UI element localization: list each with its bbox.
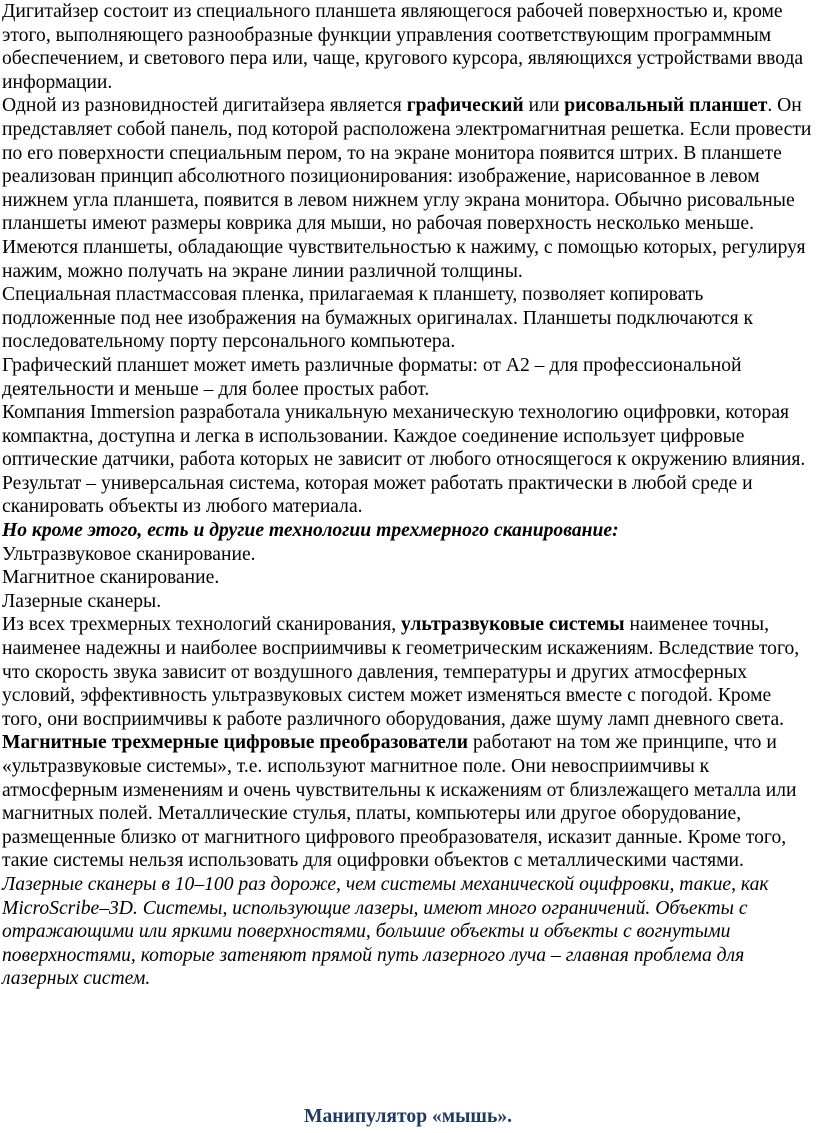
text-segment: работают на том же принципе, что и «ультразвуковые системы», т.е. используют магнитное поле. Они невосприимчивы к атмосферным изменениям и очень чувствительны к искажениям от близлежащего металла или магнитных полей. Металлические стулья, платы, компьютеры или другое оборудование, размещенные близко от магнитного цифрового преобразователя, исказит данные. Кроме того, такие системы нельзя использовать для оцифровки объектов с металлическими частями.	[2, 732, 797, 872]
text-segment: Из всех трехмерных технологий сканирования,	[2, 614, 402, 636]
paragraph-magnetic-digitizers	[2, 731, 814, 873]
paragraph-digitizer-intro: Дигитайзер состоит из специального планшета являющегося рабочей поверхностью и, кроме этого, выполняющего разнообразные функции управления соответствующим программным обеспечением, и светового пера или, чаще, кругового курсора, являющихся устройствами ввода информации.	[2, 1, 804, 93]
list-item-laser: Лазерные сканеры.	[2, 590, 162, 612]
list-item-ultrasonic: Ультразвуковое сканирование.	[2, 543, 256, 565]
paragraph-ultrasonic-systems	[2, 613, 814, 731]
paragraph-laser-scanners: Лазерные сканеры в 10–100 раз дороже, чем системы механической оцифровки, такие, как MicroScribe–3D. Системы, использующие лазеры, имеют много ограничений. Объекты с отражающими или яркими поверхностями, большие объекты и объекты с вогнутыми поверхностями, которые затеняют прямой путь лазерного луча – главная проблема для лазерных систем.	[2, 873, 769, 990]
paragraph-plastic-film: Специальная пластмассовая пленка, прилагаемая к планшету, позволяет копировать подложенные под нее изображения на бумажных оригиналах. Планшеты подключаются к последовательному порту персонального компьютера.	[2, 284, 754, 353]
text-segment: или	[523, 95, 565, 117]
section-heading-mouse: Манипулятор «мышь».	[303, 1106, 513, 1127]
paragraph-graphic-tablet	[2, 94, 814, 236]
paragraph-immersion: Компания Immersion разработала уникальную механическую технологию оцифровки, которая компактна, доступна и легка в использовании. Каждое соединение использует цифровые оптические датчики, работа которых не зависит от любого относящегося к окружению влияния. Результат – универсальная система, которая может работать практически в любой среде и сканировать объекты из любого материала.	[2, 402, 806, 518]
paragraph-other-technologies: Но кроме этого, есть и другие технологии трехмерного сканирование:	[2, 520, 619, 542]
text-segment: наименее точны, наименее надежны и наиболее восприимчивы к геометрическим искажениям. Вследствие того, что скорость звука зависит от воздушного давления, температуры и других атмосферных условий, эффективность ультразвуковых систем может изменяться вместе с погодой. Кроме того, они восприимчивы к работе различного оборудования, даже шуму ламп дневного света.	[2, 614, 800, 730]
bold-term-magnetic-digitizers: Магнитные трехмерные цифровые преобразователи	[2, 732, 469, 754]
text-segment: Одной из разновидностей дигитайзера является	[2, 95, 407, 117]
bold-term-drawing-tablet: рисовальный планшет	[564, 95, 768, 117]
document-body	[2, 0, 814, 991]
bold-term-ultrasonic: ультразвуковые системы	[401, 614, 625, 636]
paragraph-tablet-formats: Графический планшет может иметь различные форматы: от А2 – для профессиональной деятельности и меньше – для более простых работ.	[2, 354, 742, 400]
paragraph-pressure-sensitivity: Имеются планшеты, обладающие чувствительностью к нажиму, с помощью которых, регулируя нажим, можно получать на экране линии различной толщины.	[2, 236, 806, 282]
list-item-magnetic: Магнитное сканирование.	[2, 567, 220, 589]
text-segment: . Он представляет собой панель, под которой расположена электромагнитная решетка. Если провести по его поверхности специальным пером, то на экране монитора появится штрих. В планшете реализован принцип абсолютного позиционирования: изображение, нарисованное в левом нижнем угла планшета, появится в левом нижнем углу экрана монитора. Обычно рисовальные планшеты имеют размеры коврика для мыши, но рабочая поверхность несколько меньше.	[2, 95, 812, 235]
bold-term-graphic: графический	[406, 95, 524, 117]
